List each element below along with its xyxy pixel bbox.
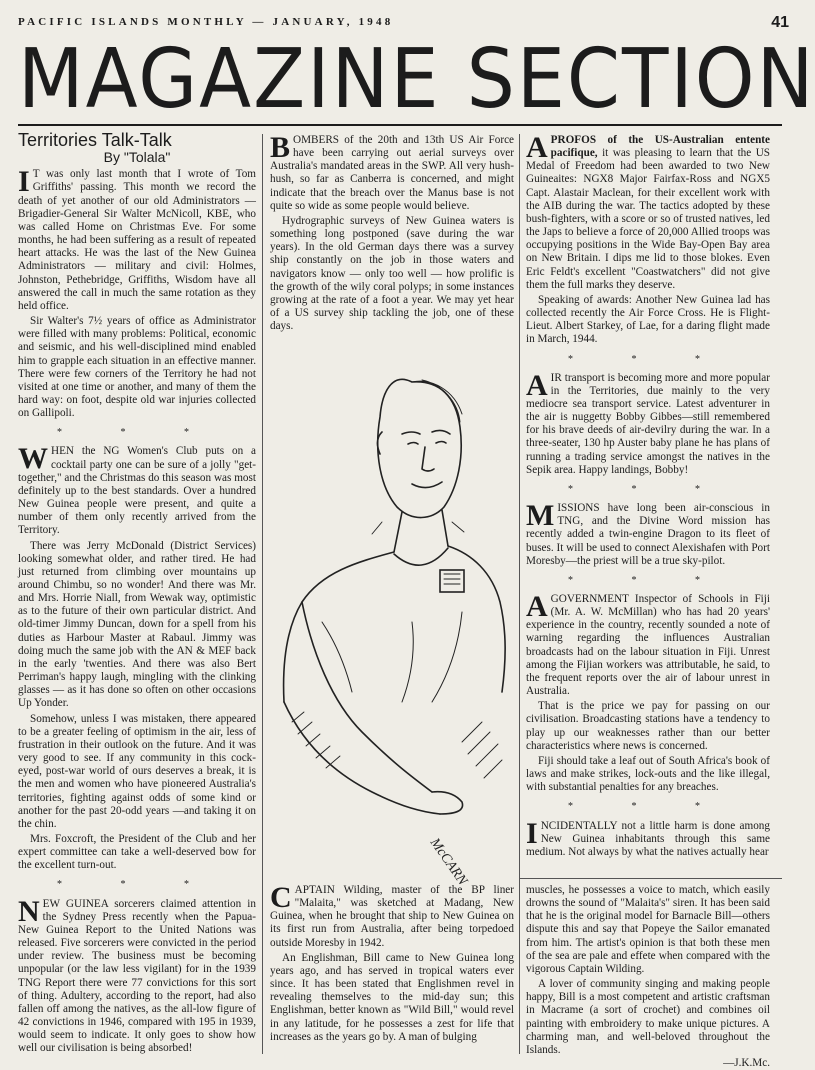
separator-stars: * * * (57, 879, 217, 891)
drop-cap: W (18, 442, 48, 476)
paragraph: Somehow, unless I was mistaken, there appeared to be a greater feeling of optimism in the air, less of frustration in their outlook on the future. And it was very good to see. If any community in this cock-eyed, post-war world of ours deserves a break, it is the men and women who have pioneered Australia's territories, fighting against odds of some kind or another for the past 20-odd years —and taking it on the chin. (18, 712, 256, 830)
drop-cap: C (270, 881, 292, 914)
separator-stars: * * * (57, 427, 217, 439)
paragraph (526, 590, 770, 698)
portrait-sketch (262, 322, 514, 889)
paragraph (18, 442, 256, 537)
paragraph (526, 368, 770, 477)
title-rule (18, 124, 782, 126)
paragraph: Hydrographic surveys of New Guinea waters is something long postponed (save during the war years). In the old German days there was a survey ship constantly on the job in those waters and navigators know — only too well — how prolific is the growth of the wily coral polyps; in some instances growing at the rate of a foot a year. We may yet hear of a US survey ship tackling the job, one of these days. (270, 214, 514, 333)
drop-cap: I (526, 816, 538, 850)
paragraph: A lover of community singing and making people happy, Bill is a most competent and artistic craftsman in Macrame (a sort of crochet) and combines oil painting with embroidery to make unique pictures. A charming man, and well-beloved throughout the Islands. (526, 978, 770, 1056)
paragraph (270, 881, 514, 950)
article-heading: Territories Talk-Talk (18, 130, 172, 150)
paragraph-text: GOVERNMENT Inspector of Schools in Fiji (Mr. A. W. McMillan) who has had 20 years' experience in the country, recently sounded a note of warning regarding the influences Australian broadcasts had on the labour situation in Fiji. Unrest among the Fijian workers was attributable, he said, to the frequent reports over the air of labour unrest in Australia. (526, 593, 770, 698)
column-3-bottom (526, 884, 770, 1070)
column-3-rule (519, 878, 782, 879)
drop-cap: A (526, 590, 548, 623)
page-number: 41 (771, 14, 789, 31)
bold-lead: PROFOS of the US-Australian entente pacifique, (550, 134, 770, 160)
separator-stars: * * * (568, 483, 728, 495)
paragraph (526, 499, 770, 568)
paragraph: Mrs. Foxcroft, the President of the Club and her expert committee can take a well-deserved bow for the excellent turn-out. (18, 832, 256, 872)
drop-cap: I (18, 165, 30, 199)
paragraph (18, 894, 256, 1056)
paragraph-text: EW GUINEA sorcerers claimed attention in the Sydney Press recently when the Papua-New Guinea Report to the United Nations was released. Five sorcerers were convicted in the period under review. The business must be becoming unpopular (or the law less vigilant) for in the 1939 TNG Report there were 77 convictions for this sort of thing. Adultery, according to the report, had also fallen off among the natives, as the all-low figure of 42 convictions in 1946, compared with 195 in 1939, would seem to indicate. It only goes to show how well our civilisation is being absorbed! (18, 897, 256, 1055)
column-divider (519, 134, 520, 1054)
paragraph: Speaking of awards: Another New Guinea lad has collected recently the Air Force Cross. He is Flight-Lieut. Albert Starkey, of Lae, for a daring flight made in March, 1944. (526, 293, 770, 346)
drop-cap: M (526, 499, 555, 533)
drop-cap: A (526, 131, 548, 164)
paragraph (270, 131, 514, 213)
column-2-top (270, 131, 514, 333)
column-1 (18, 130, 256, 1056)
paragraph-text: NCIDENTALLY not a little harm is done among New Guinea inhabitants through this same medium. Not always by what the natives actually hear (526, 819, 770, 858)
paragraph (526, 816, 770, 859)
paragraph: muscles, he possesses a voice to match, which easily drowns the sound of "Malaita's" siren. It has been said that he is the original model for Barnacle Bill—others dispute this and say that Popeye the Sailor emanated from him. The artist's opinion is that both these men of the sea are pale and effete when compared with the vigorous Captain Wilding. (526, 884, 770, 975)
column-2-bottom (270, 881, 514, 1056)
column-3-top (526, 131, 770, 874)
paragraph-text: it was pleasing to learn that the US Medal of Freedom had been awarded to two New Guineaites: NGX8 Major Fairfax-Ross and NGX5 Capt. Alastair Maclean, for their excellent work with the AIB during the war. The tactics adopted by these bush-fighters, with a score or so of trusted natives, led the Japs to believe a force of 20,000 Allied troops was occupying positions in the Wide Bay-Open Bay area on New Britain. I dips me lid to those blokes. Even Eric Feldt's excellent "Coastwatchers" did not give them the full marks they deserve. (526, 147, 770, 291)
paragraph-text: HEN the NG Women's Club puts on a cocktail party one can be sure of a jolly "get-together," and the Christmas do this season was most definitely up to the best standards. Over a hundred New Guinea people were present, and quite a number of them only recently arrived from the Territory. (18, 445, 256, 537)
paragraph-text: T was only last month that I wrote of Tom Griffiths' passing. This month we record the death of yet another of our old Administrators — Brigadier-General Sir Walter McNicoll, KBE, who was called Home on Christmas Eve. For some months, he had been suffering as a result of repeated heart attacks. He was the last of the New Guinea Administrators — military and civil: Holmes, Johnston, Pethebridge, Griffiths, Wisdom have all answered the call in much the same rotation as they held office. (18, 168, 256, 312)
paragraph-text: OMBERS of the 20th and 13th US Air Force have been carrying out aerial surveys over Australia's mandated areas in the SWP. All very hush-hush, so far as Canberra is concerned, and might indicate that the breach over the Manus base is not quite so wide as some people would believe. (270, 134, 514, 212)
separator-stars: * * * (568, 353, 728, 365)
drop-cap: B (270, 131, 291, 164)
paragraph-text: IR transport is becoming more and more popular in the Territories, due mainly to the very mediocre sea transport service. Latest adventurer in the air is nuggetty Bobby Gibbes—still remembered for his brave deeds of air-devilry during the war. In a three-seater, 130 hp Auster baby plane he has plans of running a trading service amongst the natives in the Sepik area. Happy landings, Bobby! (526, 371, 770, 476)
section-title: MAGAZINE SECTION (18, 30, 815, 127)
paragraph: That is the price we pay for passing on our civilisation. Broadcasting stations have a tendency to play up our weaknesses rather than our better characteristics where news is concerned. (526, 700, 770, 752)
author-signature: —J.K.Mc. (723, 1057, 770, 1070)
paragraph: Fiji should take a leaf out of South Africa's book of laws and make strikes, lock-outs and the like illegal, with substantial penalties for any breaches. (526, 754, 770, 794)
artist-signature: McCARN (426, 835, 470, 889)
paragraph (18, 165, 256, 313)
paragraph: There was Jerry McDonald (District Services) looking somewhat older, and rather tired. He had just returned from climbing over mountains up around Chimbu, so no wonder! And there was Mr. and Mrs. Horrie Niall, from Wewak way, optimistic as to the future of their own particular district. And old-timer Jimmy Duncan, down for a spell from his duties as Harbour Master at Rabaul. Jimmy was doing much the same job with the AN & MEF back in the early 'twenties. And there was also Bert Perriman's happy laugh, mingling with the clinking glasses — as it has done so often on other occasions Up Yonder. (18, 539, 256, 710)
drop-cap: A (526, 368, 548, 402)
drop-cap: N (18, 894, 40, 928)
masthead: PACIFIC ISLANDS MONTHLY — JANUARY, 1948 (18, 16, 394, 28)
paragraph-text: APTAIN Wilding, master of the BP liner "Malaita," was sketched at Madang, New Guinea, when he brought that ship to New Guinea on its first run from Australia, after being torpedoed outside Moresby in 1942. (270, 884, 514, 949)
paragraph: Sir Walter's 7½ years of office as Administrator were filled with many problems: Political, economic and seismic, and his well-disciplined mind enabled him to grapple each situation in an effective manner. There were few corners of the Territory he had not visited at one time or another, and many of them the hard way: on foot, despite old war injuries collected on Gallipoli. (18, 315, 256, 420)
paragraph-text: ISSIONS have long been air-conscious in TNG, and the Divine Word mission has recently added a twin-engine Dragon to its fleet of buses. It will be used to connect Alexishafen with Port Moresby—the priest will be a true sky-pilot. (526, 502, 770, 567)
paragraph (526, 131, 770, 292)
separator-stars: * * * (568, 801, 728, 813)
paragraph: An Englishman, Bill came to New Guinea long years ago, and has served in tropical waters ever since. It has been stated that Englishmen revel in revealing themselves to the mid-day sun; this Englishman, better known as "Wild Bill," would revel in any latitude, for he possesses a zest for life that increases as the years go by. A man of bulging (270, 951, 514, 1043)
separator-stars: * * * (568, 574, 728, 586)
byline: By "Tolala" (103, 149, 171, 166)
